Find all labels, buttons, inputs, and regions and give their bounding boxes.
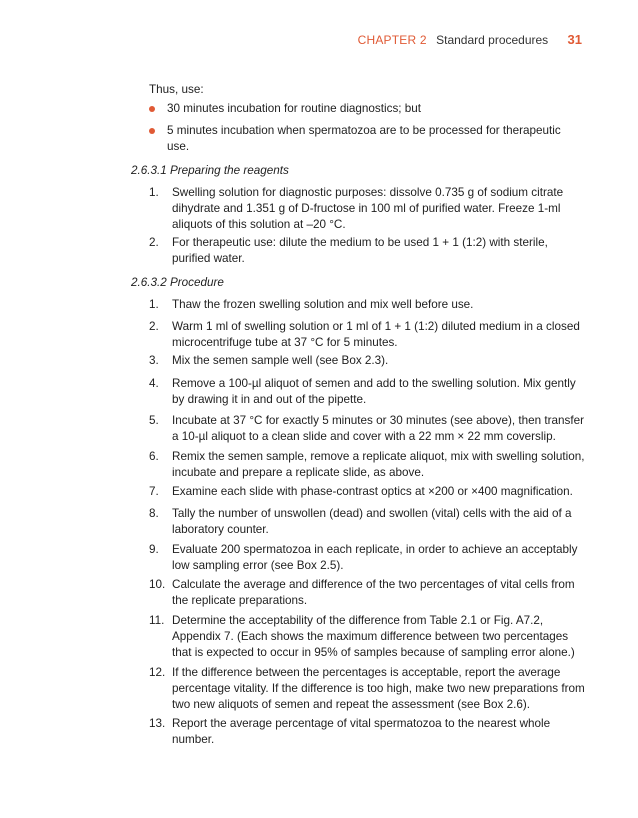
- item-number: 11.: [149, 614, 165, 627]
- intro-text: Thus, use:: [149, 83, 204, 96]
- item-number: 6.: [149, 450, 159, 463]
- item-number: 2.: [149, 320, 159, 333]
- running-header: [358, 33, 582, 47]
- item-text: If the difference between the percentages is acceptable, report the average percentage vitality. If the difference is too high, make two new preparations from two new aliquots of semen and repeat the assessment (see Box 2.6).: [172, 666, 585, 711]
- item-number: 4.: [149, 377, 159, 390]
- chapter-title: Standard procedures: [436, 33, 549, 47]
- item-text: Remix the semen sample, remove a replicate aliquot, mix with swelling solution, incubate and prepare a replicate slide, as above.: [172, 450, 585, 479]
- item-text: Evaluate 200 spermatozoa in each replicate, in order to achieve an acceptably low sampling error (see Box 2.5).: [172, 543, 578, 572]
- bullet-icon: [149, 106, 155, 112]
- item-number: 10.: [149, 578, 166, 591]
- item-number: 12.: [149, 666, 166, 679]
- item-number: 3.: [149, 354, 159, 367]
- item-number: 1.: [149, 298, 159, 311]
- item-number: 7.: [149, 485, 159, 498]
- item-text: Examine each slide with phase-contrast optics at ×200 or ×400 magnification.: [172, 485, 573, 498]
- page-number: 31: [567, 32, 582, 47]
- item-text: Calculate the average and difference of the two percentages of vital cells from the replicate preparations.: [172, 578, 575, 607]
- item-text: Warm 1 ml of swelling solution or 1 ml of 1 + 1 (1:2) diluted medium in a closed microcentrifuge tube at 37 °C for 5 minutes.: [172, 320, 580, 349]
- item-number: 5.: [149, 414, 159, 427]
- item-text: Remove a 100-µl aliquot of semen and add to the swelling solution. Mix gently by drawing it in and out of the pipette.: [172, 377, 576, 406]
- item-number: 1.: [149, 186, 159, 199]
- chapter-label: CHAPTER 2: [357, 33, 427, 47]
- item-text: For therapeutic use: dilute the medium to be used 1 + 1 (1:2) with sterile, purified water.: [172, 236, 548, 265]
- item-text: Determine the acceptability of the difference from Table 2.1 or Fig. A7.2, Appendix 7. (Each shows the maximum difference between two percentages that is expected to occur in 95% of samples because of sampling error alone.): [172, 614, 575, 659]
- item-number: 8.: [149, 507, 159, 520]
- item-number: 9.: [149, 543, 159, 556]
- item-number: 13.: [149, 717, 166, 730]
- item-text: Report the average percentage of vital spermatozoa to the nearest whole number.: [172, 717, 551, 746]
- item-text: Thaw the frozen swelling solution and mix well before use.: [172, 298, 474, 311]
- section-heading: 2.6.3.2 Procedure: [131, 276, 224, 289]
- item-text: Incubate at 37 °C for exactly 5 minutes or 30 minutes (see above), then transfer a 10-µl aliquot to a clean slide and cover with a 22 mm × 22 mm coverslip.: [172, 414, 585, 443]
- bullet-text: 30 minutes incubation for routine diagnostics; but: [167, 102, 422, 115]
- item-text: Tally the number of unswollen (dead) and swollen (vital) cells with the aid of a laboratory counter.: [172, 507, 572, 536]
- bullet-text: 5 minutes incubation when spermatozoa are to be processed for therapeutic use.: [167, 124, 561, 153]
- section-heading: 2.6.3.1 Preparing the reagents: [131, 164, 289, 177]
- item-number: 2.: [149, 236, 159, 249]
- item-text: Mix the semen sample well (see Box 2.3).: [172, 354, 389, 367]
- item-text: Swelling solution for diagnostic purposes: dissolve 0.735 g of sodium citrate dihydrate and 1.351 g of D-fructose in 100 ml of purified water. Freeze 1-ml aliquots of this solution at –20 °C.: [172, 186, 564, 231]
- bullet-icon: [149, 128, 155, 134]
